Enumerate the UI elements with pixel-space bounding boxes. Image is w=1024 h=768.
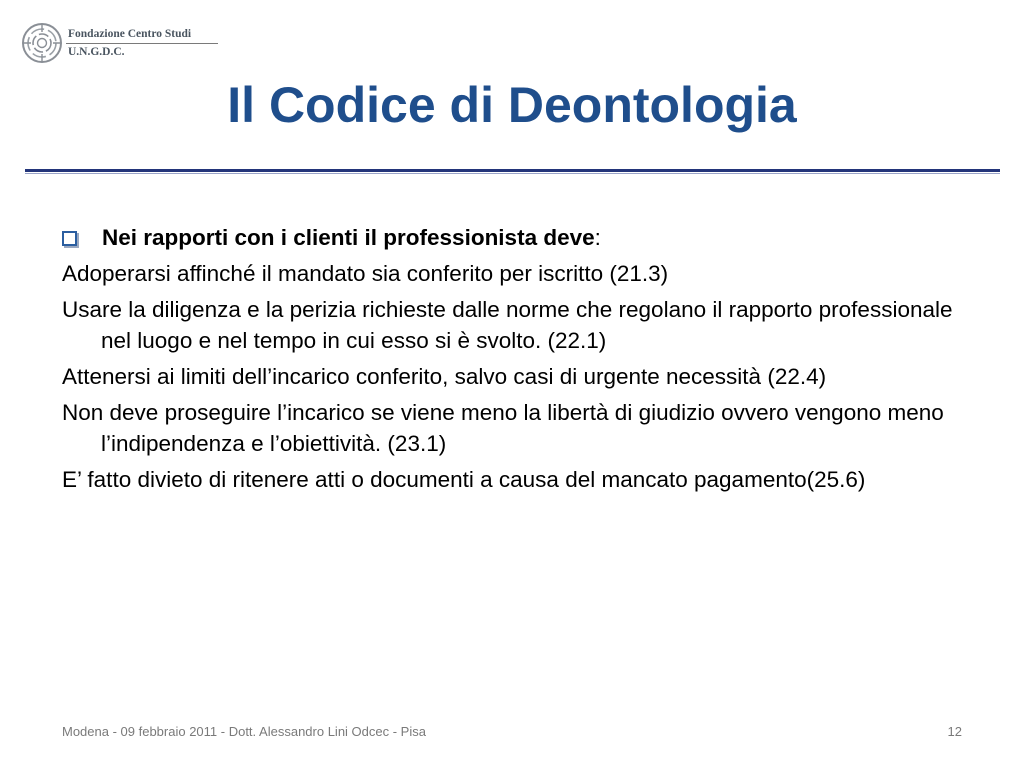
spiral-emblem-icon [20, 18, 68, 68]
title-underline-shadow [25, 173, 1000, 174]
section-heading-bold: Nei rapporti con i clienti il professionista deve [102, 225, 595, 250]
slide-body [62, 222, 972, 500]
page-number: 12 [947, 724, 962, 739]
slide-title: Il Codice di Deontologia [227, 77, 797, 133]
list-item: Attenersi ai limiti dell’incarico conferito, salvo casi di urgente necessità (22.4) [62, 364, 827, 389]
section-heading-colon: : [594, 225, 601, 250]
logo [20, 18, 220, 70]
logo-line-1: Fondazione Centro Studi [68, 28, 192, 40]
list-item: Usare la diligenza e la perizia richieste dalle norme che regolano il rapporto professionale nel luogo e nel tempo in cui esso si è svolto. (22.1) [62, 297, 953, 353]
logo-line-2: U.N.G.D.C. [68, 46, 125, 58]
list-item: Adoperarsi affinché il mandato sia conferito per iscritto (21.3) [62, 261, 669, 286]
list-item: Non deve proseguire l’incarico se viene meno la libertà di giudizio ovvero vengono meno l’indipendenza e l’obiettività. (23.1) [62, 400, 944, 456]
list-item: E’ fatto divieto di ritenere atti o documenti a causa del mancato pagamento(25.6) [62, 467, 866, 492]
logo-divider [66, 43, 218, 44]
hollow-square-bullet-icon [62, 231, 77, 246]
title-underline [25, 169, 1000, 172]
footer-text: Modena - 09 febbraio 2011 - Dott. Alessandro Lini Odcec - Pisa [62, 724, 426, 739]
section-heading [62, 222, 972, 253]
